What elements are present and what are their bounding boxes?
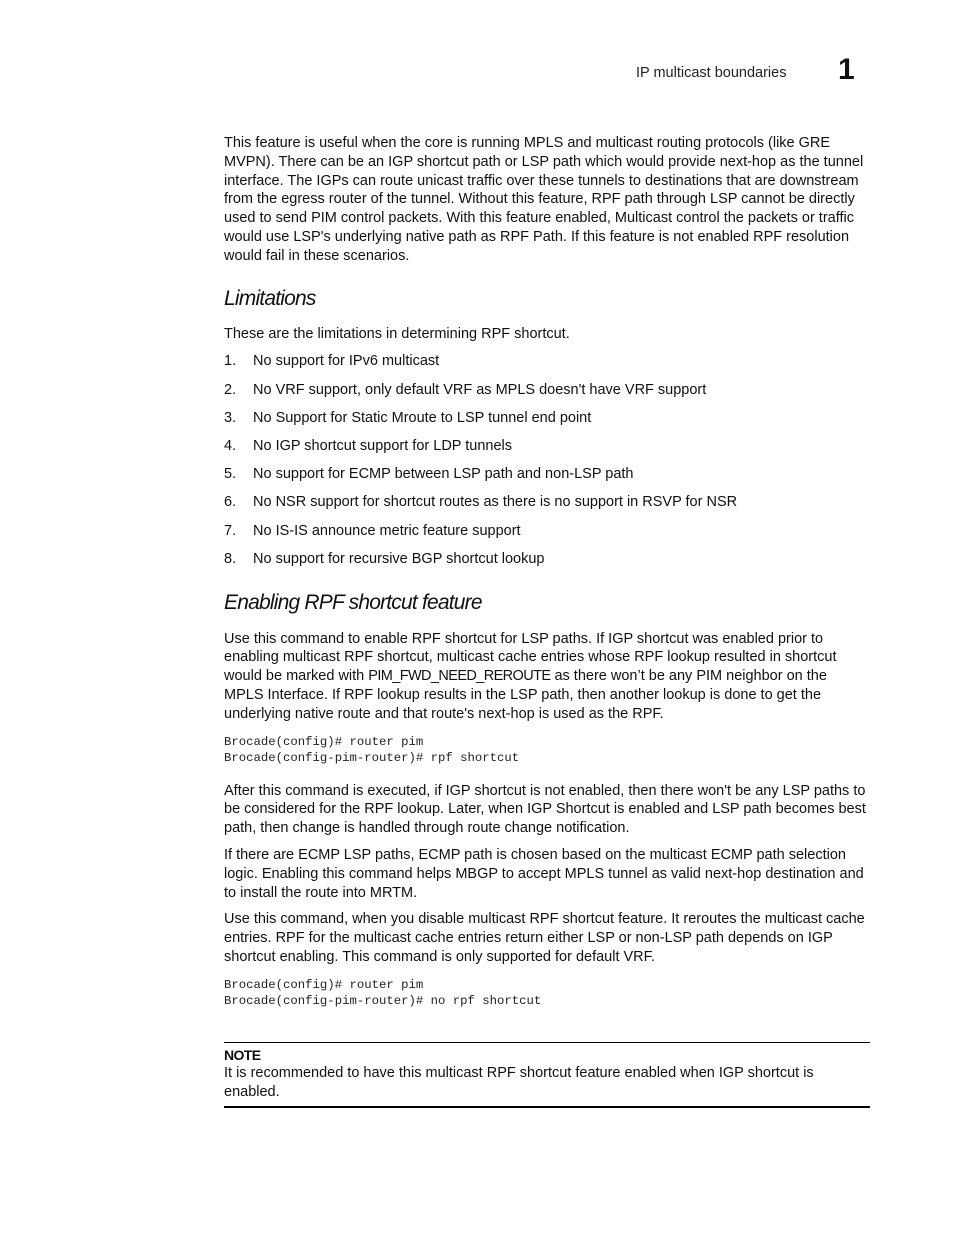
code-line: Brocade(config)# router pim [224,977,424,992]
chapter-number: 1 [838,53,855,86]
list-item [224,437,870,465]
limitations-lead: These are the limitations in determining RPF shortcut. [224,325,570,342]
rpf-paragraph-2: After this command is executed, if IGP shortcut is not enabled, then there won't be any LSP paths to be considered for the RPF lookup. Later, when IGP Shortcut is enabled and LSP path becomes best path, then change is handled through route change notification. [224,782,866,837]
list-item-text: No support for recursive BGP shortcut lookup [253,550,545,567]
list-item [224,522,870,550]
page-content [224,134,870,1108]
intro-paragraph: This feature is useful when the core is running MPLS and multicast routing protocols (like GRE MVPN). There can be an IGP shortcut path or LSP path which would provide next-hop as the tunnel interface. The IGPs can route unicast traffic over these tunnels to destinations that are downstream from the egress router of the tunnel. Without this feature, RPF path through LSP cannot be directly used to send PIM control packets. With this feature enabled, Multicast control the packets or traffic would use LSP's underlying native path as RPF Path. If this feature is not enabled RPF resolution would fail in these scenarios. [224,135,864,264]
code-line: Brocade(config-pim-router)# no rpf shortcut [224,993,542,1008]
list-item-number: 7. [224,522,237,539]
reroute-flag-term: PIM_FWD_NEED_REROUTE [368,668,551,685]
rpf-p1-text-after: as there won’t be any PIM neighbor on the MPLS Interface. If RPF lookup results in the LSP path, then another lookup is done to get the underlying native route and that route's next-hop is used as the RPF. [224,668,827,722]
rpf-paragraph-4: Use this command, when you disable multicast RPF shortcut feature. It reroutes the multicast cache entries. RPF for the multicast cache entries return either LSP or non-LSP path depends on IGP shortcut enabling. This command is only supported for default VRF. [224,911,865,966]
code-line: Brocade(config-pim-router)# rpf shortcut [224,750,520,765]
list-item-number: 3. [224,409,237,426]
list-item-text: No support for IPv6 multicast [253,353,440,370]
list-item-number: 8. [224,550,237,567]
rpf-p1-text-before: Use this command to enable RPF shortcut for LSP paths. If IGP shortcut was enabled prior to enabling multicast RPF shortcut, multicast cache entries whose RPF lookup resulted in shortcut would be marked with [224,630,837,685]
limitations-list [224,352,870,569]
code-block-enable [224,734,870,766]
list-item-text: No NSR support for shortcut routes as there is no support in RSVP for NSR [253,494,738,511]
note-text: It is recommended to have this multicast RPF shortcut feature enabled when IGP shortcut is enabled. [224,1064,814,1100]
note-label: NOTE [224,1046,261,1063]
list-item-number: 2. [224,381,237,398]
code-line: Brocade(config)# router pim [224,734,424,749]
list-item-number: 4. [224,437,237,454]
list-item [224,550,870,570]
list-item-text: No support for ECMP between LSP path and non-LSP path [253,466,634,483]
rpf-paragraph-3: If there are ECMP LSP paths, ECMP path is chosen based on the multicast ECMP path selection logic. Enabling this command helps MBGP to accept MPLS tunnel as valid next-hop destination and to install the route into MRTM. [224,847,864,901]
rpf-paragraph-1 [224,630,870,724]
list-item [224,381,870,409]
list-item-text: No Support for Static Mroute to LSP tunnel end point [253,409,592,426]
list-item [224,493,870,521]
list-item-number: 1. [224,353,237,370]
note-box [224,1042,870,1109]
list-item-text: No IS-IS announce metric feature support [253,522,521,539]
limitations-heading: Limitations [224,286,316,310]
list-item-number: 5. [224,466,237,483]
rpf-shortcut-heading: Enabling RPF shortcut feature [224,590,482,614]
list-item [224,352,870,380]
code-block-disable [224,977,870,1009]
list-item [224,409,870,437]
list-item-text: No VRF support, only default VRF as MPLS doesn't have VRF support [253,381,707,398]
list-item-number: 6. [224,494,237,511]
list-item-text: No IGP shortcut support for LDP tunnels [253,437,512,454]
list-item [224,465,870,493]
running-header-title: IP multicast boundaries [636,65,787,81]
